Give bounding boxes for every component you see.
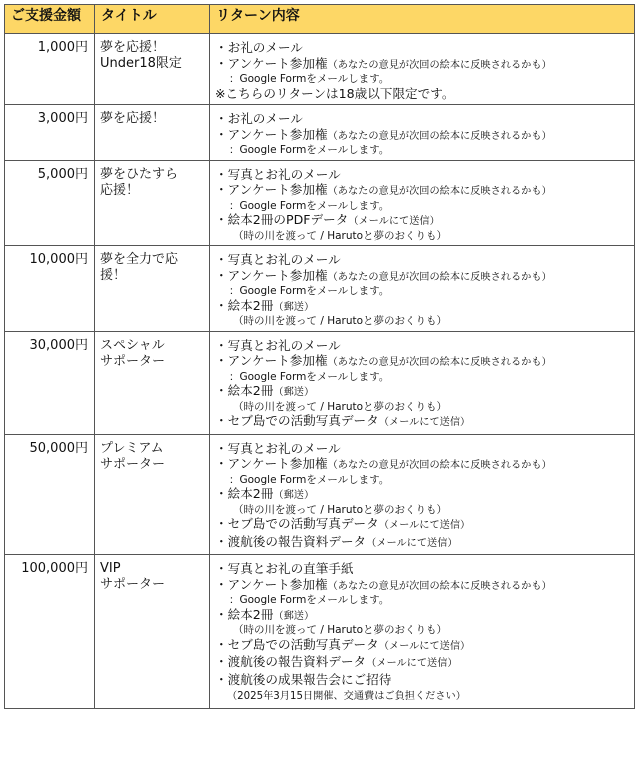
reward-item (215, 607, 629, 625)
reward-item (215, 456, 629, 474)
support-amount: 1,000円 (5, 34, 95, 105)
reward-item-text: ・渡航後の報告資料データ (215, 533, 367, 549)
reward-item-text: ・アンケート参加権 (215, 353, 328, 368)
reward-item-text: ・アンケート参加権 (215, 456, 328, 471)
reward-title-text: プレミアム サポーター (100, 440, 166, 472)
reward-item-detail: （時の川を渡って / Harutoと夢のおくりも） (233, 400, 448, 413)
reward-item-note: （メールにて送信） (378, 640, 471, 652)
reward-item-detail: ：Google Formをメールします。 (229, 73, 390, 85)
reward-item-text: ・写真とお礼の直筆手紙 (215, 561, 354, 576)
header-title: タイトル (95, 5, 210, 34)
reward-item-note: （郵送） (273, 387, 315, 398)
reward-item-detail: ：Google Formをメールします。 (229, 473, 390, 486)
reward-item-note: （郵送） (273, 610, 315, 622)
support-amount: 10,000円 (5, 246, 95, 332)
reward-item (215, 353, 629, 371)
reward-item-note: （メールにて送信） (378, 520, 471, 531)
reward-item-note: （あなたの意見が次回の絵本に反映されるかも） (327, 357, 552, 368)
reward-item-text: ・写真とお礼のメール (215, 440, 341, 456)
reward-item (215, 561, 629, 577)
reward-item-note: （郵送） (273, 301, 315, 313)
reward-item (215, 383, 629, 401)
reward-title (95, 555, 210, 709)
reward-item-detail: （時の川を渡って / Harutoと夢のおくりも） (233, 229, 448, 242)
reward-item-detail: ：Google Formをメールします。 (229, 594, 390, 606)
reward-item (215, 252, 629, 268)
reward-item-text: ・絵本2冊 (215, 486, 274, 501)
reward-title-text: VIP サポーター (100, 561, 166, 592)
reward-item (215, 486, 629, 504)
reward-item-note: （メールにて送信） (366, 537, 458, 549)
reward-item (215, 338, 629, 354)
reward-item-detail: ：Google Formをメールします。 (229, 285, 390, 297)
reward-item (215, 56, 629, 74)
reward-item-detail: ：Google Formをメールします。 (229, 144, 390, 156)
reward-item-note: （郵送） (273, 490, 315, 501)
reward-item (215, 167, 629, 183)
reward-item-text: ・絵本2冊のPDFデータ (215, 212, 349, 227)
reward-item (215, 441, 629, 457)
table-row (5, 34, 635, 105)
reward-content (210, 246, 635, 332)
reward-item (215, 637, 629, 655)
reward-title (95, 434, 210, 555)
reward-item-text: ・お礼のメール (215, 111, 303, 126)
header-amount: ご支援金額 (5, 5, 95, 34)
reward-item-note: （あなたの意見が次回の絵本に反映されるかも） (327, 580, 552, 592)
reward-item (215, 212, 629, 230)
reward-item-text: ・セブ島での活動写真データ (215, 516, 379, 531)
reward-item-note: （2025年3月15日開催、交通費はご負担ください） (227, 691, 466, 702)
reward-item (215, 127, 629, 145)
return-table (4, 4, 635, 709)
reward-item-detail: （時の川を渡って / Harutoと夢のおくりも） (233, 503, 448, 516)
support-amount: 30,000円 (5, 331, 95, 434)
reward-item-note: （あなたの意見が次回の絵本に反映されるかも） (327, 460, 552, 471)
support-amount: 3,000円 (5, 105, 95, 161)
reward-content (210, 34, 635, 105)
reward-content (210, 160, 635, 246)
reward-item (215, 534, 629, 552)
support-amount: 5,000円 (5, 160, 95, 246)
reward-item (215, 268, 629, 286)
reward-item-text: ・写真とお礼のメール (215, 337, 341, 353)
table-row (5, 246, 635, 332)
reward-notice: ※こちらのリターンは18歳以下限定です。 (215, 85, 455, 101)
reward-item-text: ・セブ島での活動写真データ (215, 636, 379, 652)
table-row (5, 331, 635, 434)
reward-title (95, 160, 210, 246)
reward-item-note: （あなたの意見が次回の絵本に反映されるかも） (327, 186, 552, 197)
reward-content (210, 331, 635, 434)
reward-item (215, 111, 629, 127)
table-row (5, 160, 635, 246)
reward-item (215, 298, 629, 316)
support-amount: 100,000円 (5, 555, 95, 709)
reward-item-text: ・絵本2冊 (215, 297, 274, 313)
reward-item-note: （メールにて送信） (366, 658, 458, 669)
reward-item-detail: （時の川を渡って / Harutoと夢のおくりも） (233, 315, 448, 327)
reward-item-text: ・アンケート参加権 (215, 576, 328, 592)
support-amount: 50,000円 (5, 434, 95, 555)
reward-title-text: 夢を応援！ Under18限定 (100, 40, 182, 71)
reward-item-text: ・絵本2冊 (215, 383, 274, 398)
reward-item (215, 182, 629, 200)
reward-item-text: ・絵本2冊 (215, 606, 274, 622)
reward-item-text: ・アンケート参加権 (215, 55, 328, 71)
reward-item-detail: （時の川を渡って / Harutoと夢のおくりも） (233, 624, 448, 636)
reward-item-text: ・アンケート参加権 (215, 267, 328, 283)
reward-title-text: 夢を全力で応 援！ (100, 252, 179, 283)
reward-item-note: （メールにて送信） (378, 417, 471, 428)
reward-title (95, 34, 210, 105)
reward-item-text: ・アンケート参加権 (215, 126, 328, 142)
reward-title (95, 105, 210, 161)
table-row (5, 105, 635, 161)
reward-item (215, 654, 629, 672)
reward-item-text: ・写真とお礼のメール (215, 166, 341, 182)
table-row (5, 434, 635, 555)
reward-item-text: ・渡航後の報告資料データ (215, 654, 367, 669)
reward-content (210, 555, 635, 709)
reward-item (215, 672, 629, 705)
reward-title-text: スペシャル サポーター (100, 337, 166, 369)
reward-item (215, 40, 629, 56)
reward-content (210, 105, 635, 161)
reward-title-text: 夢を応援！ (100, 111, 166, 126)
reward-item-text: ・お礼のメール (215, 40, 303, 55)
header-row (5, 5, 635, 34)
reward-item-text: ・写真とお礼のメール (215, 252, 341, 267)
reward-item-note: （メールにて送信） (348, 216, 440, 227)
reward-item-detail: ：Google Formをメールします。 (229, 370, 390, 383)
reward-title (95, 246, 210, 332)
reward-item-note: （あなたの意見が次回の絵本に反映されるかも） (327, 130, 552, 142)
table-row (5, 555, 635, 709)
reward-item (215, 577, 629, 595)
reward-item-detail: ：Google Formをメールします。 (229, 199, 390, 212)
reward-item-note: （あなたの意見が次回の絵本に反映されるかも） (327, 59, 552, 71)
header-content: リターン内容 (210, 5, 635, 34)
reward-item-note: （あなたの意見が次回の絵本に反映されるかも） (327, 271, 552, 283)
reward-item (215, 516, 629, 534)
reward-title (95, 331, 210, 434)
reward-item-text: ・セブ島での活動写真データ (215, 413, 379, 428)
reward-item-text: ・渡航後の成果報告会にご招待 (215, 671, 392, 687)
reward-item (215, 413, 629, 431)
reward-title-text: 夢をひたすら 応援！ (100, 166, 179, 198)
reward-item-text: ・アンケート参加権 (215, 182, 328, 197)
reward-content (210, 434, 635, 555)
